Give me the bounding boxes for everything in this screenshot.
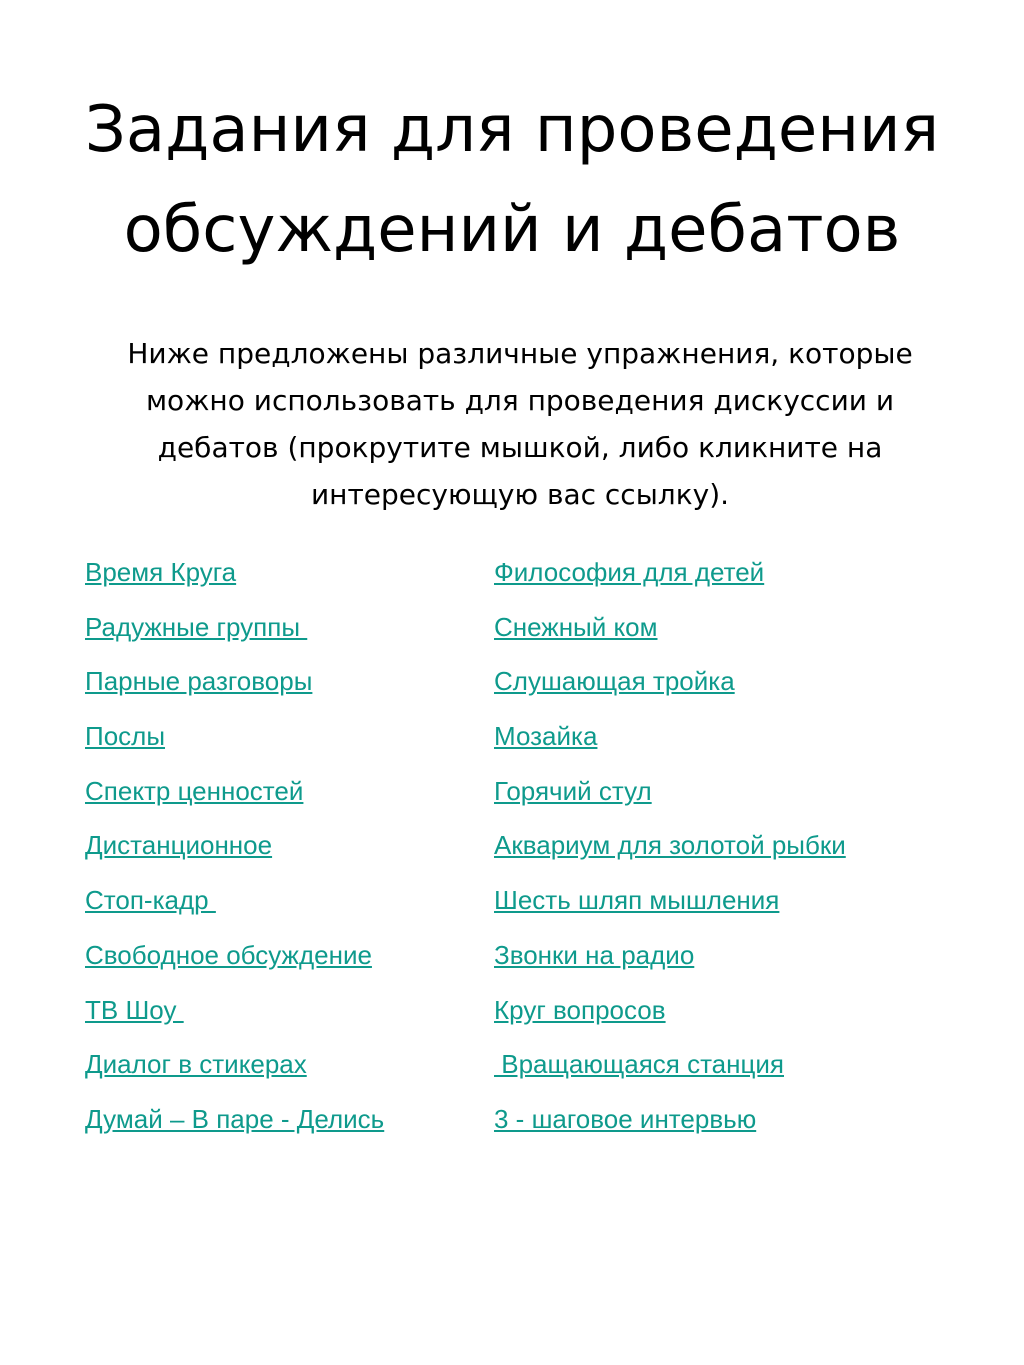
link-zvonki-na-radio[interactable]: Звонки на радио [494, 939, 695, 970]
link-distantsionnoe[interactable]: Дистанционное [85, 830, 273, 861]
exercise-links-right-column [494, 557, 846, 1159]
link-raduzhnye-gruppy[interactable]: Радужные группы [85, 611, 308, 642]
link-krug-voprosov[interactable]: Круг вопросов [494, 994, 666, 1025]
link-slushayushchaya-troyka[interactable]: Слушающая тройка [494, 666, 735, 697]
intro-line-3: дебатов (прокрутите мышкой, либо кликните на [157, 431, 883, 464]
link-tv-shou[interactable]: ТВ Шоу [85, 994, 184, 1025]
link-3-shagovoe-intervyu[interactable]: 3 - шаговое интервью [494, 1103, 757, 1134]
link-dumay-v-pare-delis[interactable]: Думай – В паре - Делись [85, 1103, 385, 1134]
exercise-links-left-column [85, 557, 384, 1159]
link-parnye-razgovory[interactable]: Парные разговоры [85, 666, 313, 697]
page-title-line-1: Задания для проведения [84, 93, 940, 167]
link-spektr-tsennostey[interactable]: Спектр ценностей [85, 775, 304, 806]
link-shest-shlyap[interactable]: Шесть шляп мышления [494, 885, 780, 916]
link-filosofiya-dlya-detey[interactable]: Философия для детей [494, 557, 765, 587]
link-vremya-kruga[interactable]: Время Круга [85, 557, 237, 587]
link-snezhny-kom[interactable]: Снежный ком [494, 611, 658, 642]
link-mozayka[interactable]: Мозайка [494, 721, 598, 752]
link-dialog-v-stikerakh[interactable]: Диалог в стикерах [85, 1049, 307, 1080]
link-vrashchayushchayasya-stantsiya[interactable]: Вращающаяся станция [494, 1049, 784, 1080]
link-posly[interactable]: Послы [85, 721, 166, 752]
link-goryachiy-stul[interactable]: Горячий стул [494, 775, 652, 806]
link-svobodnoe-obsuzhdenie[interactable]: Свободное обсуждение [85, 939, 372, 970]
intro-line-4: интересующую вас ссылку). [310, 478, 730, 511]
intro-paragraph [60, 330, 980, 518]
intro-line-1: Ниже предложены различные упражнения, которые [127, 337, 913, 370]
intro-line-2: можно использовать для проведения дискуссии и [145, 384, 895, 417]
page-title-line-2: обсуждений и дебатов [123, 193, 901, 267]
link-akvarium[interactable]: Аквариум для золотой рыбки [494, 830, 846, 861]
page-title [0, 80, 1024, 280]
link-stop-kadr[interactable]: Стоп-кадр [85, 885, 216, 916]
